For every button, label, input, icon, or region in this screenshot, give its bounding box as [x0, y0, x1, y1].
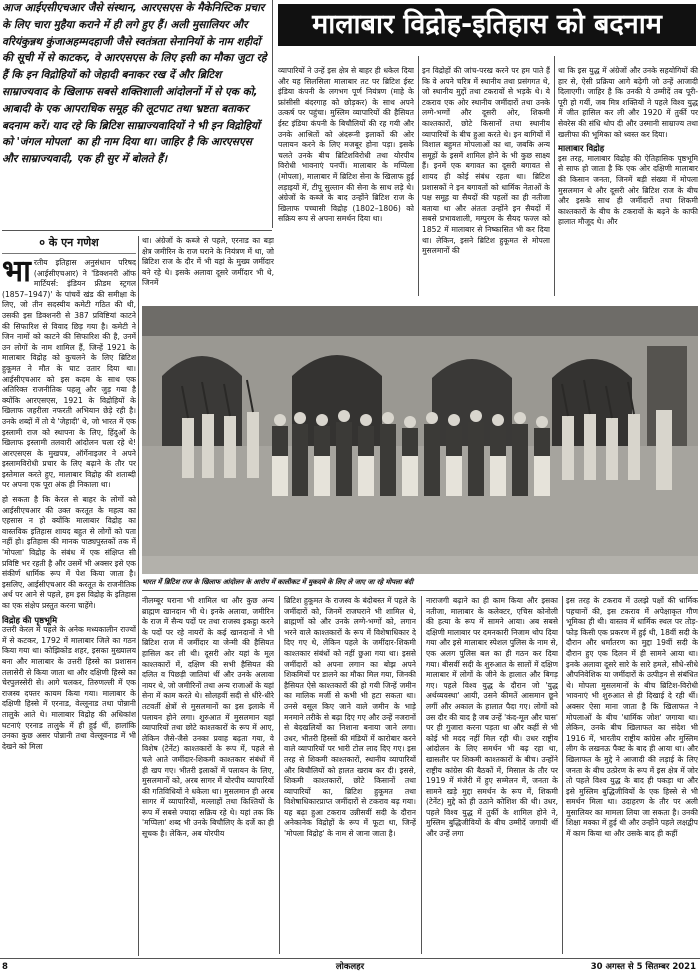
subheading-malabar-revolt: मालाबार विद्रोह	[558, 143, 605, 154]
photo-illustration	[142, 306, 698, 574]
column-divider	[554, 56, 555, 296]
publication-name: लोकलहर	[335, 962, 365, 972]
column-divider	[138, 236, 139, 956]
article-column-lower-2: ब्रिटिश हुकूमत के राजस्व के बंदोबस्त में पहले के जमींदारों को, जिनमें राजघराने भी शामिल थे, ब्राह्मणों को और उनके लग्गे-भग्गों को, लगान भरने वाले काश्तकारों के रूप में विशेषाधिकार दे दिए गए थे, लेकिन पहले के जमींदार-शिकमी काश्तकार संबंधों को नहीं छुआ गया था। इससे जमींदारों को अपना लगान का बोझ अपने शिकमियों पर डालने का मौका मिल गया, जिनकी हैसियत ऐसे काश्तकारों की हो गयी जिन्हें जमीन का मालिक मर्जी से कभी भी हटा सकता था। उनसे वसूल किए जाने वाले जमीन के भाड़े मनमाने तरीके से बढ़ा दिए गए और उन्हें नजरानों से बेदखलियों का निशाना बनाया जाने लगा। उधर, भीतरी हिस्सों की मंडियों में कारोबार करने वाले व्यापारियों पर भारी टोल लाद दिए गए। इस तरह से शिकमी काश्तकारों, स्थानीय व्यापारियों और बिचौलियों को हालत खराब कर दी। इससे, शिकमी काश्तकारों, छोटे किसानों तथा व्यापारियों का, ब्रिटिश हुकूमत तथा विशेषाधिकारप्राप्त जमींदारों से टकराव बढ़ गया। यह बढ़ा हुआ टकराव उन्नीसवीं सदी के दौरान अनेकानेक विद्रोहों के रूप में फूटा था, जिन्हें 'मोपला विद्रोह' के नाम से जाना जाता है।	[284, 596, 416, 839]
drop-cap: भा	[2, 258, 31, 289]
article-column-left	[2, 258, 136, 956]
column-paragraph: हो सकता है कि केरल से बाहर के लोगों को आईसीएचआर की उक्त करतूत के महत्व का एहसास न हो क्योंकि मालाबार विद्रोह का वास्तविक इतिहास शायद बहुत से लोगों को पता नहीं हो। इतिहास की मानक पाठ्यपुस्तकों तक में 'मोपला' विद्रोह के संबंध में एक संक्षिप्त सी प्रविष्टि भर रहती है और उसमें भी अक्सर इसे एक संकीर्ण धार्मिक रूप में पेश किया जाता है। इसलिए, आईसीएचआर की करतूत के राजनीतिक अर्थ पर आने से पहले, हम इस विद्रोह के इतिहास का एक संक्षेप प्रस्तुत करना चाहेंगे।	[2, 495, 136, 610]
column-paragraph: इस तरह, मालाबार विद्रोह की ऐतिहासिक पृष्ठभूमि से साफ हो जाता है कि एक ओर दक्षिणी मालाबार की किसान जनता, जिनमें बड़ी संख्या में मोपला मुसलमान थे और दूसरी ओर ब्रिटिश राज के बीच और इसके साथ ही जमींदारों तथा शिकमी काश्तकारों के बीच के टकरावों के बढ़ने के काफी हालात मौजूद थे। और	[558, 153, 698, 227]
issue-date: 30 अगस्त से 5 सितम्बर 2021	[590, 962, 696, 972]
article-column-upper-1: व्यापारियों ने उन्हें इस क्षेत्र से बाहर ही धकेल दिया और यह सिलसिला मालाबार तट पर ब्रिटिश ईस्ट इंडिया कंपनी के लगभग पूर्ण नियंत्रण (माहे के फ्रांसीसी बंदरगाह को छोड़कर) के साथ अपने उत्कर्ष पर पहुंचा। मुस्लिम व्यापारियों की हैसियत ईस्ट इंडिया कंपनी के बिचौलियों की रह गयी और उनके आश्रितों को अंदरूनी इलाकों की ओर पलायन करने के लिए मजबूर होना पड़ा। इसके चलते उनके बीच ब्रिटिशविरोधी तथा योरपीय विरोधी भावनाएं पनपीं। मालाबार के मप्पिला (मोपला), मालाबार में ब्रिटिश सेना के खिलाफ हुई लड़ाइयों में, टीपू सुल्तान की सेना के साथ लड़े थे। अंग्रेजों के कब्जे के बाद उन्होंने ब्रिटिश राज के खिलाफ पच्चासी विद्रोह (1802–1806) को सक्रिय रूप से अपना समर्थन दिया था।	[278, 66, 414, 224]
column-divider	[279, 596, 280, 954]
column-divider	[562, 596, 563, 954]
article-column-mid: था। अंग्रेजों के कब्जे से पहले, एरनाड का बड़ा क्षेत्र जमीरिन के राज घराने के नियंत्रण में था, जो ब्रिटिश राज के दौर में भी यहां के मुख्य जमींदार बने रहे थे। इसके अलावा दूसरे जमींदार भी थे, जिनमें	[142, 236, 274, 288]
column-paragraph: रतीय इतिहास अनुसंधान परिषद (आईसीएचआर) ने 'डिक्शनरी ऑफ मार्टियर्स: इंडियन फ्रीडम स्ट्रगल (1857–1947)' के पांचवें खंड की समीक्षा के लिए, जो तीन सदस्यीय कमेटी गठित की थी, उसकी इस डिक्शनरी से 387 प्रविष्टियां काटने की सिफारिश से विवाद छिड़ गया है। कमेटी ने जिन नामों को काटने की सिफारिश की है, उनमें उन लोगों के नाम शामिल हैं, जिन्हें 1921 के मालाबार विद्रोह को कुचलने के लिए ब्रिटिश हुकूमत ने मौत के घाट उतार दिया था। आईसीएचआर को इस कदम के साथ एक अतिरिक्त राजनीतिक पहलू और जुड़ गया है क्योंकि आरएसएस, 1921 के विद्रोहियों के खिलाफ जहरीला नफरती अभियान छेड़े रही है। उनके शब्दों में तो ये 'जेहादी' थे, जो भारत में एक इस्लामी राज को स्थापना के लिए, हिंदुओं के खिलाफ इस्लामी तलवारी आंदोलन चला रहे थे! आरएसएस के मुखपत्र, ऑर्गेनाइजर ने अपने इस्लामविरोधी प्रचार के लिए बढ़ाने के तौर पर इस्तेमाल करते हुए, मालाबार विद्रोह की शताब्दी पर अपना एक पूरा अंक ही निकाला था।	[2, 258, 136, 490]
photo-caption: भारत में ब्रिटिश राज के खिलाफ आंदोलन के आरोप में कालीकट में मुकदमे के लिए ले जाए जा रहे मोपला बंदी	[142, 578, 414, 586]
page-headline: मालाबार विद्रोह-इतिहास को बदनाम	[278, 4, 696, 46]
column-paragraph: उत्तरी केरल में पहले के अनेक मध्यकालीन राज्यों में से कटकर, 1792 में मालाबार जिले का गठन किया गया था। कोझिकोड शहर, इसका मुख्यालय बना और मालाबार के उत्तरी हिस्से का प्रशासन तलासेरी से किया जाता था और दक्षिणी हिस्से का चेरपुलस्सेरी से। आगे चलकर, तिरुणल्ली में एक राजस्व दफ्तर कायम किया गया। मालाबार के दक्षिणी हिस्से में एरनाड, वेल्लूनाड तथा पोन्नानी तालुके आते थे। मालाबार विद्रोह की अधिकांश घटनाएं एरनाड तालुके में ही हुई थीं, हालांकि उनका कुछ असर पोन्नानी तथा वेल्लूवनाड में भी देखने को मिला	[2, 625, 136, 751]
subheading-background: विद्रोह की पृष्ठभूमि	[2, 614, 58, 625]
footer-rule	[0, 958, 700, 959]
column-divider	[272, 0, 273, 228]
article-column-upper-2: इन विद्रोहों की जांच-परख करने पर हम पाते हैं कि वे अपने चरित्र में स्थानीय तथा प्रसंगगत थे, जो स्थानीय मुद्दों तथा टकरावों से भड़के थे। ये टकराव एक ओर स्थानीय जमींदारों तथा उनके लग्गे-भग्गों और दूसरी ओर, शिकमी काश्तकारों, छोटे किसानों तथा स्थानीय व्यापारियों के बीच हुआ करते थे। इन बागियों में विशाल बहुमत मोपलाओं का था, जबकि अन्य समूहों के इसमें शामिल होने के भी कुछ साक्ष्य हैं। इनमें एक बगावत का दूसरी बगावत से शायद ही कोई संबंध रहता था। ब्रिटिश प्रशासकों ने इन बगावतों को धार्मिक नेताओं के पक्ष समूह या सैयदों की पहलों का ही नतीजा बताया था और अंततः उन्होंने इन सैयदों में सबसे प्रभावशाली, मम्पुरम के सैयद फज्ल को 1852 में मालाबार से निष्कासित भी कर दिया था। लेकिन, इसने ब्रिटिश हुकूमत से मोपला मुसलमानों की	[422, 66, 550, 256]
article-column-lower-1: नीलम्बूर घराना भी शामिल था और कुछ अन्य ब्राह्मण खानदान भी थे। इनके अलावा, जमीरिन के राज में सैन्य पदों पर तथा राजस्व इकट्ठा करने के पदों पर रहे नायरों के कई खानदानों ने भी ब्रिटिश राज में जमींदार या जेन्मी की हैसियत हासिल कर ली थी। दूसरी ओर यहां के मूल काश्तकारों में, दक्षिण की सभी हैसियत की दलित व पिछड़ी जातियां थीं और उनके अलावा नायर थे, जो जमीरिनों तथा अन्य राजाओं के यहां सेना में काम करते थे। सोलहवीं सदी से धीरे-धीरे तटवर्ती क्षेत्रों से मुसलमानों का इस इलाके में पलायन होने लगा। शुरुआत में मुसलमान यहां व्यापारियों तथा छोटे काश्तकारों के रूप में आए, लेकिन जैसे-जैसे उनका प्रवाह बढ़ता गया, वे विशेष (टेनेंट) काश्तकारों के रूप में, पहले से चले आते जमींदार-शिकमी काश्तकार संबंधों में ही खप गए। भीतरी इलाकों में पलायन के लिए, मुसलमानों को, अरब सागर में योरपीय व्यापारियों की गतिविधियों ने धकेला था। मुसलमान ही अरब सागर में व्यापारियों, मल्लाहों तथा किश्तियों के रूप में सबसे ज्यादा सक्रिय रहे थे। यहां तक कि 'मप्पिला' शब्द भी उनके बिचौलिए के दर्जे का ही सूचक है। लेकिन, अब योरपीय	[142, 596, 274, 839]
horizontal-rule	[2, 230, 272, 231]
page-number: 8	[2, 962, 8, 972]
horizontal-rule	[142, 590, 698, 591]
column-paragraph: था कि इस युद्ध में अंग्रेजों और उनके सहयोगियों की हार से, ऐसी प्रक्रिया आगे बढ़ेगी जो उन्हें आजादी दिलाएगी। जाहिर है कि उनकी ये उम्मीदें तब पूरी-पूरी हो गयीं, जब मित्र शक्तियों ने पहले विश्व युद्ध में जीत हासिल कर ली और 1920 में तुर्की पर सेवरेस की संधि थोप दी और उस्मानी साम्राज्य तथा खलीफा की भूमिका को ध्वस्त कर दिया।	[558, 66, 698, 139]
intro-paragraph: आज आईएसीएचआर जैसे संस्थान, आरएसएस के मैकेनिस्टिक प्रचार के लिए चारा मुहैया कराने में ही लगे हुए हैं। अली मुसालियर और वरियंकुन्नथ कुंजाअहम्मदहाजी जैसे स्वतंत्रता सेनानियों के नाम शहीदों की सूची में से काटकर, वे आरएसएस के लिए इसी का मौका जुटा रहे हैं कि इन विद्रोहियों को जेहादी बनाकर रख दें और ब्रिटिश साम्राज्यवाद के खिलाफ सबसे शक्तिशाली आंदोलनों में से एक को, आबादी के एक आपराधिक समूह की लूटपाट तथा भ्रष्टता बताकर बदनाम करें। याद रहे कि ब्रिटिश साम्राज्यवादियों ने भी इन विद्रोहियों को 'जंगल मोपला' का ही नाम दिया था। जाहिर है कि आरएसएस और साम्राज्यवादी, एक ही सुर में बोलते हैं।	[2, 2, 267, 166]
column-divider	[418, 56, 419, 296]
article-column-lower-4: इस तरह के टकराव में उलझे पक्षों की धार्मिक पहचानों की, इस टकराव में अपेक्षाकृत गौण भूमिका ही थी। वास्तव में धार्मिक स्थल पर तोड़-फोड़ किसी एक प्रकरण में हुई थी, 18वीं सदी के दौरान और धर्मांतरण का मुद्दा 19वीं सदी के दौरान हुए एक दिलन में ही सामने आया था। इनके अलावा दूसरे सारे के सारे हमले, सौधे-सीधे औपनिवेशिक या जमींदारों के उत्पीड़न से संबंधित थे। मोपला मुसलमानों के बीच ब्रिटिश-विरोधी भावनाएं भी शुरुआत से ही दिखाई दे रही थीं। अक्सर ऐसा माना जाता है कि खिलाफत ने मोपलाओं के बीच 'धार्मिक जोश' जगाया था। लेकिन, उनके बीच खिलाफत का संदेश भी 1916 में, भारतीय राष्ट्रीय कांग्रेस और मुस्लिम लीग के लखनऊ पैक्ट के बाद ही आया था। और खिलाफत के मुद्दे ने आजादी की लड़ाई के लिए जनता के बीच उत्प्रेरण के रूप में इस क्षेत्र में जोर तो पहले विश्व युद्ध के बाद ही पकड़ा था और इसे मुस्लिम बुद्धिजीवियों के एक हिस्से से भी समर्थन मिला था। उदाहरण के तौर पर अली मुसालियर का मामला लिया जा सकता है। उनकी शिक्षा मक्का में हुई थी और उन्होंने पहले लक्षद्वीप में काम किया था और उसके बाद ही कहीं	[566, 596, 698, 839]
column-divider	[421, 596, 422, 954]
article-column-upper-3	[558, 66, 698, 300]
historical-photo-moplah-prisoners	[142, 306, 698, 574]
author-byline: ० के एन गणेश	[2, 233, 136, 254]
article-column-lower-3: नाराजगी बढ़ाने का ही काम किया और इसका नतीजा, मालाबार के कलेक्टर, एचिस कोनोली की हत्या के रूप में सामने आया। अब सबसे दक्षिणी मालाबार पर दमनकारी निजाम थोप दिया गया और इसे मालाबार स्पेशल पुलिस के नाम से, एक अलग पुलिस बल का ही गठन कर दिया गया। बीसवीं सदी के शुरुआत के सालों में दक्षिण मालाबार में लोगों के जीने के हालात और बिगड़ गए। पहले विश्व युद्ध के दौरान जो 'युद्ध अर्थव्यवस्था' आयी, उसने कीमतें आसमान छूने लगीं और अकाल के हालात पैदा गए। लोगों को उस दौर की याद है जब उन्हें 'कंद-मूल और घास' पर ही गुजारा करना पड़ता था और कहीं से भी कोई भी मदद नहीं मिल रही थी। उधर राष्ट्रीय आंदोलन के लिए समर्थन भी बढ़ रहा था, खासतौर पर शिकमी काश्तकारों के बीच। उन्होंने राष्ट्रीय कांग्रेस की बैठकों में, मिसाल के तौर पर 1919 में मंजेरी में हुए सम्मेलन में, जनता के सामने खड़े मुद्दा समर्थन के रूप में, शिकमी (टेनेंट) मुद्दे को ही उठाने कोशिश की थी। उधर, पहले विश्व युद्ध में तुर्की के शामिल होने ने, मुस्लिम बुद्धिजीवियों के बीच उम्मीदें जगायी थीं और उन्हें लगा	[426, 596, 558, 839]
